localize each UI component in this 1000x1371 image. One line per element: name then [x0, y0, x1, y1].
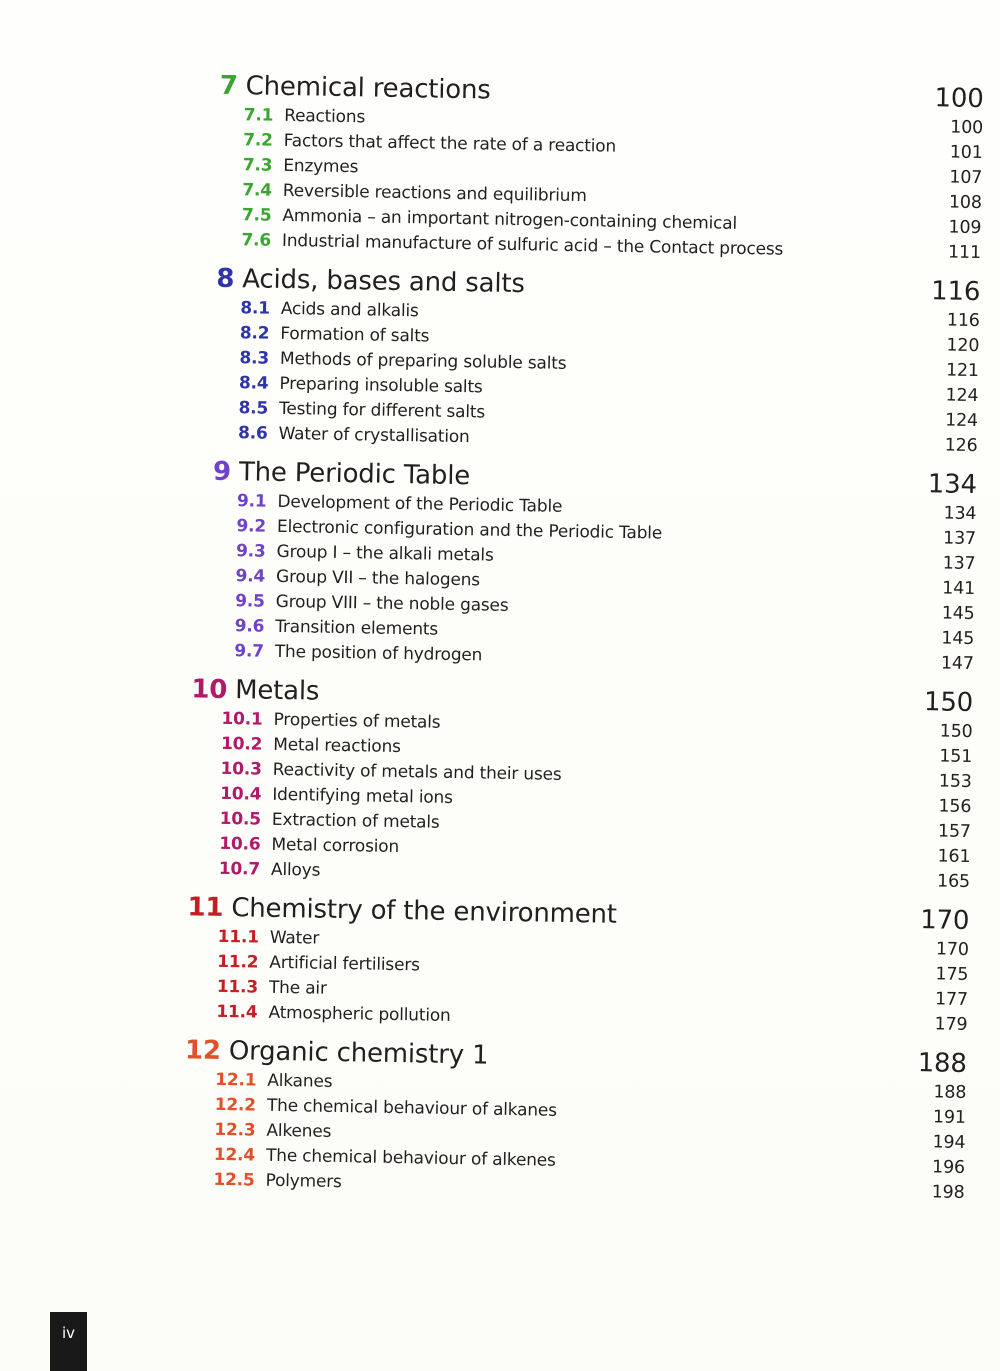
section-number: 11.4 [216, 1001, 258, 1023]
chapter-sections [164, 488, 977, 677]
section-page-number: 111 [947, 242, 982, 264]
section-number: 12.5 [213, 1169, 255, 1191]
section-title: Properties of metals [273, 709, 441, 733]
section-title: Acids and alkalis [280, 298, 419, 322]
section-page-number: 151 [939, 746, 973, 768]
section-number: 10.3 [220, 758, 262, 780]
section-title: The chemical behaviour of alkenes [265, 1145, 556, 1171]
section-title: Polymers [265, 1170, 342, 1193]
section-page-number: 150 [939, 721, 973, 743]
section-page-number: 124 [944, 410, 979, 432]
section-page-number: 108 [948, 192, 982, 214]
chapter-page-number: 150 [923, 687, 974, 719]
section-title: Reversible reactions and equilibrium [282, 180, 587, 207]
section-title: Industrial manufacture of sulfuric acid – the Contact process [281, 230, 784, 260]
section-page-number: 191 [932, 1107, 966, 1128]
section-number: 7.1 [243, 105, 274, 126]
chapter-title: Chemical reactions [245, 71, 491, 106]
section-number: 9.3 [235, 541, 266, 562]
chapter-sections [160, 706, 973, 895]
section-page-number: 101 [949, 142, 983, 164]
section-title: The position of hydrogen [274, 641, 483, 666]
chapter-page-number: 188 [917, 1048, 968, 1079]
footer-page-label: iv [61, 1324, 76, 1342]
chapter-sections [157, 924, 969, 1038]
table-of-contents [154, 68, 984, 1215]
section-page-number: 134 [943, 503, 977, 525]
section-page-number: 120 [946, 335, 980, 357]
section-page-number: 137 [942, 528, 977, 550]
section-title: Reactions [284, 105, 366, 128]
section-title: Preparing insoluble salts [279, 373, 483, 398]
section-title: Methods of preparing soluble salts [279, 348, 567, 374]
section-page-number: 175 [935, 964, 969, 985]
chapter-page-number: 170 [919, 905, 970, 937]
section-page-number: 177 [934, 989, 969, 1010]
section-number: 8.4 [238, 373, 269, 394]
chapter-block-12 [154, 1033, 967, 1206]
chapter-number: 7 [219, 70, 238, 102]
section-number: 9.1 [236, 491, 267, 512]
section-page-number: 124 [945, 385, 979, 407]
section-page-number: 157 [937, 821, 971, 843]
section-number: 8.6 [237, 423, 268, 444]
section-title: Metal reactions [273, 734, 401, 758]
section-page-number: 188 [933, 1082, 967, 1103]
section-number: 10.7 [218, 858, 261, 880]
chapter-page-number: 134 [927, 469, 978, 501]
section-page-number: 107 [949, 167, 983, 189]
section-number: 11.3 [216, 976, 259, 998]
section-number: 7.3 [242, 155, 273, 176]
section-number: 8.2 [239, 323, 270, 344]
chapter-page-number: 100 [934, 83, 984, 115]
chapter-block-9 [164, 454, 978, 677]
chapter-number: 8 [216, 263, 235, 295]
section-page-number: 196 [931, 1157, 966, 1178]
section-page-number: 100 [950, 117, 984, 139]
chapter-block-7 [171, 68, 984, 266]
section-number: 7.6 [241, 230, 272, 251]
section-page-number: 147 [940, 653, 974, 675]
section-page-number: 137 [942, 553, 976, 575]
chapter-block-10 [160, 672, 974, 895]
chapter-number: 10 [191, 674, 228, 706]
section-number: 12.4 [213, 1144, 256, 1166]
section-title: Alkenes [266, 1120, 332, 1142]
chapter-title: Chemistry of the environment [231, 893, 618, 930]
section-title: Group VIII – the noble gases [275, 591, 509, 616]
section-page-number: 170 [935, 939, 969, 961]
section-number: 10.2 [220, 733, 263, 755]
section-page-number: 153 [938, 771, 972, 793]
section-page-number: 194 [932, 1132, 966, 1153]
section-page-number: 141 [942, 578, 976, 600]
chapter-sections [154, 1067, 966, 1206]
section-page-number: 121 [945, 360, 980, 382]
chapter-number: 11 [187, 892, 224, 923]
chapter-page-number: 116 [930, 276, 981, 308]
section-page-number: 156 [938, 796, 972, 818]
section-number: 9.2 [236, 516, 267, 537]
section-title: Group I – the alkali metals [276, 541, 494, 566]
section-title: Water of crystallisation [278, 423, 470, 448]
section-number: 12.1 [215, 1069, 257, 1091]
section-number: 10.1 [221, 708, 263, 730]
section-page-number: 198 [931, 1182, 965, 1203]
chapter-sections [171, 102, 983, 266]
chapter-block-11 [157, 890, 969, 1038]
chapter-title: Organic chemistry 1 [228, 1036, 489, 1071]
section-title: Reactivity of metals and their uses [272, 759, 562, 785]
section-number: 9.4 [235, 566, 266, 587]
section-title: Electronic configuration and the Periodic Table [276, 516, 663, 544]
section-number: 7.5 [241, 205, 272, 226]
section-title: Development of the Periodic Table [277, 491, 563, 517]
section-page-number: 116 [946, 310, 980, 332]
section-number: 10.6 [219, 833, 261, 855]
section-number: 7.4 [242, 180, 273, 201]
section-title: Group VII – the halogens [275, 566, 481, 591]
section-number: 12.3 [214, 1119, 256, 1141]
section-title: Alkanes [267, 1070, 333, 1092]
section-title: Factors that affect the rate of a reaction [283, 130, 617, 157]
chapter-title: The Periodic Table [238, 457, 471, 492]
section-page-number: 165 [936, 871, 971, 893]
section-title: Identifying metal ions [272, 784, 453, 808]
chapter-block-8 [167, 261, 980, 459]
section-title: Ammonia – an important nitrogen-containing chemical [282, 205, 738, 234]
chapter-sections [167, 295, 979, 459]
section-title: Transition elements [275, 616, 439, 640]
section-title: The air [268, 977, 327, 999]
section-title: Metal corrosion [271, 834, 400, 858]
section-title: Alloys [270, 859, 321, 881]
section-page-number: 145 [941, 603, 975, 625]
section-page-number: 161 [937, 846, 971, 868]
section-title: Extraction of metals [271, 809, 440, 833]
section-number: 10.4 [220, 783, 262, 805]
chapter-title: Metals [234, 675, 320, 707]
section-title: Atmospheric pollution [268, 1002, 451, 1026]
section-number: 9.7 [234, 641, 265, 662]
section-number: 9.6 [234, 616, 265, 637]
section-number: 11.1 [217, 926, 260, 948]
section-title: The chemical behaviour of alkanes [266, 1095, 558, 1121]
chapter-number: 9 [212, 456, 232, 488]
section-title: Testing for different salts [278, 398, 486, 423]
section-number: 8.5 [238, 398, 269, 419]
section-number: 9.5 [235, 591, 265, 612]
section-number: 11.2 [217, 951, 259, 973]
section-title: Water [269, 927, 320, 949]
section-number: 8.1 [240, 298, 270, 319]
section-number: 12.2 [214, 1094, 257, 1116]
section-page-number: 109 [948, 217, 982, 239]
section-number: 7.2 [243, 130, 273, 151]
section-title: Enzymes [283, 155, 359, 178]
section-title: Artificial fertilisers [269, 952, 420, 976]
chapter-title: Acids, bases and salts [242, 264, 525, 300]
section-title: Formation of salts [280, 323, 430, 347]
section-page-number: 179 [934, 1014, 968, 1035]
section-page-number: 126 [944, 435, 978, 457]
section-number: 8.3 [239, 348, 270, 369]
chapter-number: 12 [184, 1035, 222, 1066]
section-page-number: 145 [941, 628, 975, 650]
footer-page-tab [50, 1312, 87, 1371]
section-number: 10.5 [219, 808, 262, 830]
